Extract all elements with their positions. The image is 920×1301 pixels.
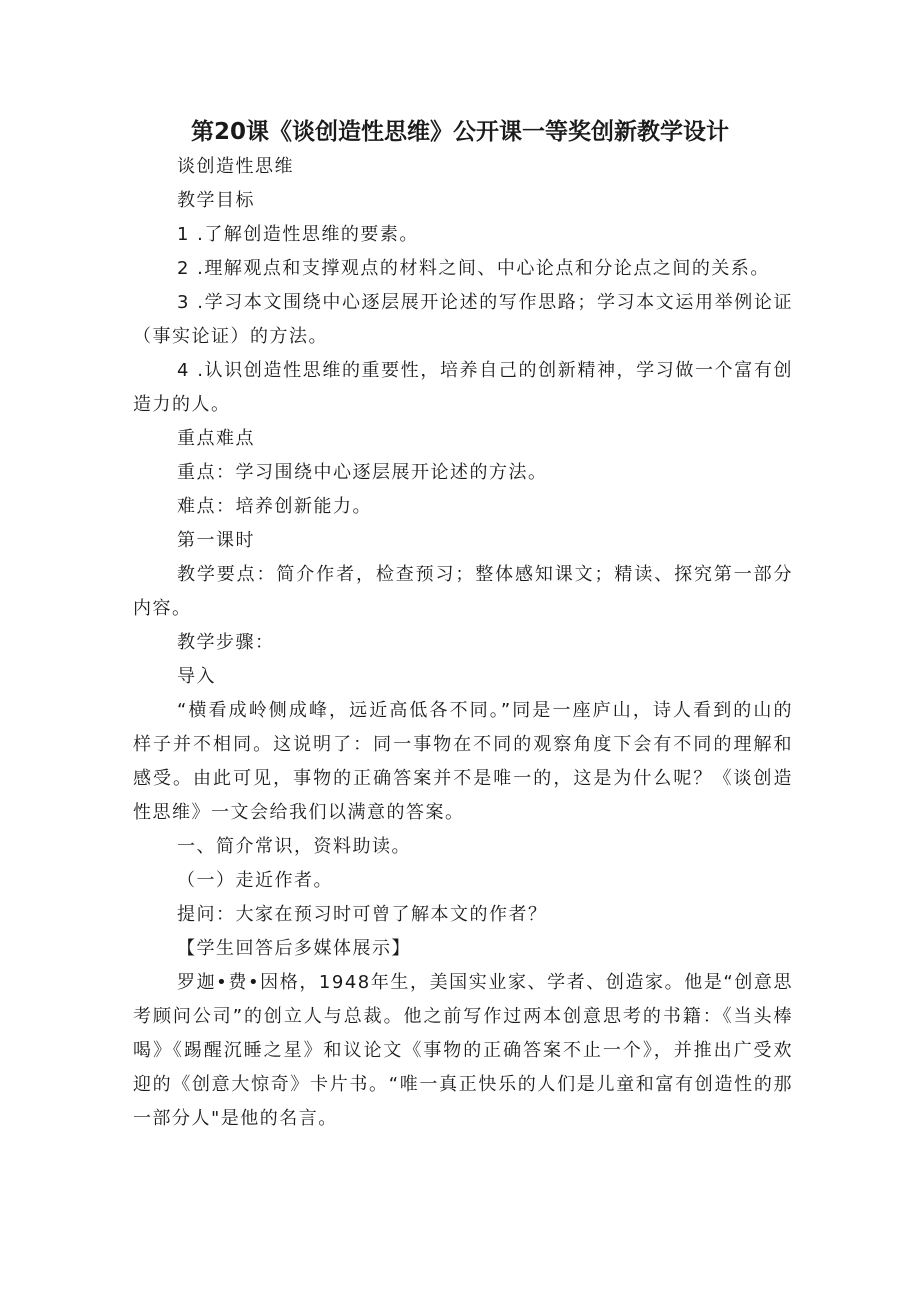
paragraph-objective-1: 1 .了解创造性思维的要素。 — [177, 224, 419, 245]
paragraph-heading-intro: 导入 — [177, 666, 216, 687]
paragraph-intro-text: “横看成岭侧成峰，远近高低各不同。”同是一座庐山，诗人看到的山的样子并不相同。这说明了：同一事物在不同的观察角度下会有不同的理解和感受。由此可见，事物的正确答案并不是唯一的，这是为什么呢？《谈创造性思维》一文会给我们以满意的答案。 — [133, 700, 793, 823]
paragraph-question: 提问：大家在预习时可曾了解本文的作者？ — [177, 904, 548, 925]
paragraph-objective-3: 3 .学习本文围绕中心逐层展开论述的写作思路；学习本文运用举例论证（事实论证）的方法。 — [133, 292, 793, 347]
paragraph-key-point: 重点：学习围绕中心逐层展开论述的方法。 — [177, 462, 548, 483]
paragraph-teaching-steps: 教学步骤： — [177, 632, 275, 653]
paragraph-subtitle: 谈创造性思维 — [177, 156, 294, 177]
paragraph-difficulty: 难点：培养创新能力。 — [177, 496, 372, 517]
paragraph-objective-2: 2 .理解观点和支撑观点的材料之间、中心论点和分论点之间的关系。 — [177, 258, 770, 279]
paragraph-heading-key-points: 重点难点 — [177, 428, 255, 449]
document-body — [133, 150, 793, 1136]
paragraph-multimedia-note: 【学生回答后多媒体展示】 — [177, 938, 411, 959]
document-title: 第20课《谈创造性思维》公开课一等奖创新教学设计 — [190, 119, 729, 145]
paragraph-subsection-author: （一）走近作者。 — [177, 870, 333, 891]
paragraph-heading-objectives: 教学目标 — [177, 190, 255, 211]
paragraph-teaching-points: 教学要点：简介作者，检查预习；整体感知课文；精读、探究第一部分内容。 — [133, 564, 793, 619]
paragraph-section-1: 一、简介常识，资料助读。 — [177, 836, 411, 857]
paragraph-author-bio: 罗迦•费•因格，1948年生，美国实业家、学者、创造家。他是“创意思考顾问公司”的创立人与总裁。他之前写作过两本创意思考的书籍：《当头棒喝》《踢醒沉睡之星》和议论文《事物的正确答案不止一个》，并推出广受欢迎的《创意大惊奇》卡片书。“唯一真正快乐的人们是儿童和富有创造性的那一部分人"是他的名言。 — [133, 972, 793, 1129]
paragraph-objective-4: 4 .认识创造性思维的重要性，培养自己的创新精神，学习做一个富有创造力的人。 — [133, 360, 793, 415]
paragraph-heading-lesson-1: 第一课时 — [177, 530, 255, 551]
